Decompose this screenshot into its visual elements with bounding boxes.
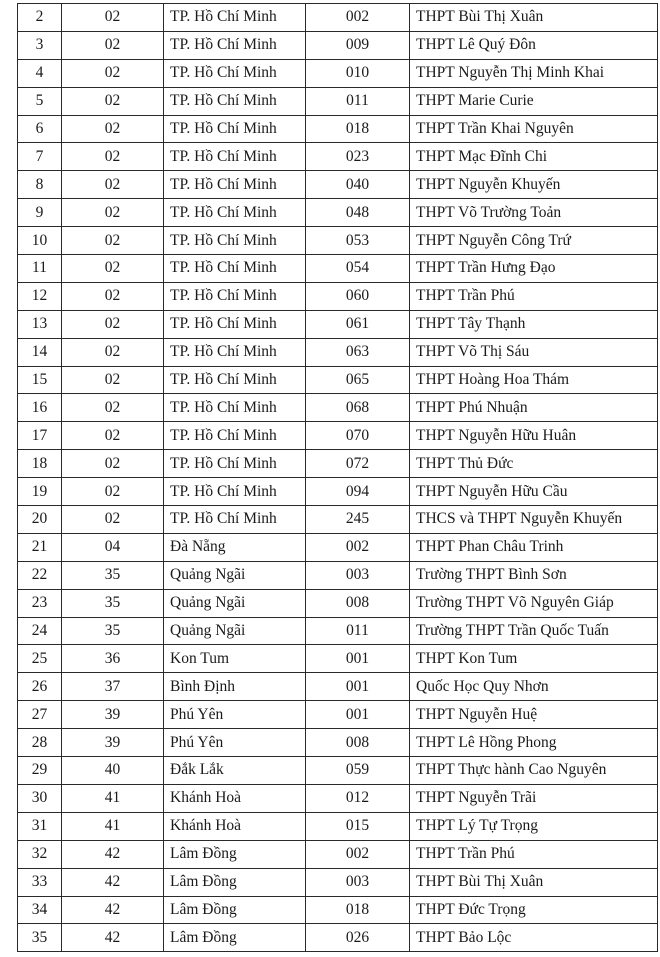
table-row (18, 868, 658, 896)
province-name: Phú Yên (164, 729, 306, 757)
school-code: 068 (306, 394, 410, 422)
row-number: 22 (18, 561, 62, 589)
row-number: 29 (18, 757, 62, 785)
province-code: 02 (62, 282, 164, 310)
province-name: Đắk Lắk (164, 757, 306, 785)
school-code: 002 (306, 840, 410, 868)
province-name: TP. Hồ Chí Minh (164, 422, 306, 450)
table-row (18, 115, 658, 143)
school-name: THPT Bảo Lộc (410, 924, 658, 952)
province-code: 02 (62, 143, 164, 171)
province-code: 42 (62, 840, 164, 868)
row-number: 9 (18, 199, 62, 227)
row-number: 15 (18, 366, 62, 394)
province-name: TP. Hồ Chí Minh (164, 87, 306, 115)
province-code: 39 (62, 701, 164, 729)
school-name: THPT Trần Phú (410, 282, 658, 310)
table-row (18, 757, 658, 785)
school-name: THPT Bùi Thị Xuân (410, 868, 658, 896)
province-name: TP. Hồ Chí Minh (164, 310, 306, 338)
province-code: 04 (62, 533, 164, 561)
table-row (18, 784, 658, 812)
school-code: 065 (306, 366, 410, 394)
province-code: 02 (62, 366, 164, 394)
school-code: 001 (306, 673, 410, 701)
school-name: Trường THPT Võ Nguyên Giáp (410, 589, 658, 617)
school-name: THPT Nguyễn Hữu Cầu (410, 478, 658, 506)
province-name: Phú Yên (164, 701, 306, 729)
row-number: 32 (18, 840, 62, 868)
province-name: TP. Hồ Chí Minh (164, 227, 306, 255)
school-name: THPT Đức Trọng (410, 896, 658, 924)
row-number: 3 (18, 31, 62, 59)
school-name: THPT Nguyễn Công Trứ (410, 227, 658, 255)
table-row (18, 561, 658, 589)
province-name: Lâm Đồng (164, 924, 306, 952)
table-row (18, 227, 658, 255)
province-code: 02 (62, 59, 164, 87)
school-name: Trường THPT Trần Quốc Tuấn (410, 617, 658, 645)
province-code: 35 (62, 589, 164, 617)
table-row (18, 199, 658, 227)
row-number: 14 (18, 338, 62, 366)
province-code: 02 (62, 255, 164, 283)
school-name: THCS và THPT Nguyễn Khuyến (410, 506, 658, 534)
table-row (18, 338, 658, 366)
row-number: 12 (18, 282, 62, 310)
school-code: 061 (306, 310, 410, 338)
table-row (18, 617, 658, 645)
table-row (18, 450, 658, 478)
school-name: THPT Nguyễn Khuyến (410, 171, 658, 199)
province-name: TP. Hồ Chí Minh (164, 394, 306, 422)
school-code: 048 (306, 199, 410, 227)
row-number: 17 (18, 422, 62, 450)
province-code: 02 (62, 31, 164, 59)
province-name: TP. Hồ Chí Minh (164, 171, 306, 199)
province-code: 02 (62, 4, 164, 32)
province-name: TP. Hồ Chí Minh (164, 338, 306, 366)
row-number: 33 (18, 868, 62, 896)
province-name: TP. Hồ Chí Minh (164, 255, 306, 283)
table-row (18, 729, 658, 757)
table-row (18, 310, 658, 338)
province-code: 02 (62, 171, 164, 199)
row-number: 18 (18, 450, 62, 478)
school-code: 026 (306, 924, 410, 952)
row-number: 28 (18, 729, 62, 757)
school-name: THPT Marie Curie (410, 87, 658, 115)
school-name: THPT Trần Khai Nguyên (410, 115, 658, 143)
row-number: 25 (18, 645, 62, 673)
province-name: TP. Hồ Chí Minh (164, 4, 306, 32)
school-code: 012 (306, 784, 410, 812)
school-name: Quốc Học Quy Nhơn (410, 673, 658, 701)
table-row (18, 255, 658, 283)
province-name: Quảng Ngãi (164, 589, 306, 617)
row-number: 23 (18, 589, 62, 617)
school-code: 023 (306, 143, 410, 171)
school-name: THPT Thực hành Cao Nguyên (410, 757, 658, 785)
province-code: 02 (62, 478, 164, 506)
table-row (18, 394, 658, 422)
province-name: Quảng Ngãi (164, 561, 306, 589)
school-code: 002 (306, 4, 410, 32)
school-code: 054 (306, 255, 410, 283)
school-name: THPT Tây Thạnh (410, 310, 658, 338)
table-row (18, 87, 658, 115)
province-name: TP. Hồ Chí Minh (164, 199, 306, 227)
school-name: THPT Trần Hưng Đạo (410, 255, 658, 283)
school-code: 008 (306, 729, 410, 757)
school-code: 003 (306, 561, 410, 589)
school-code: 011 (306, 617, 410, 645)
province-code: 02 (62, 310, 164, 338)
province-code: 02 (62, 115, 164, 143)
school-code: 003 (306, 868, 410, 896)
school-name: THPT Bùi Thị Xuân (410, 4, 658, 32)
school-name: THPT Thủ Đức (410, 450, 658, 478)
school-name: THPT Hoàng Hoa Thám (410, 366, 658, 394)
province-name: TP. Hồ Chí Minh (164, 366, 306, 394)
province-code: 35 (62, 617, 164, 645)
province-name: TP. Hồ Chí Minh (164, 478, 306, 506)
province-code: 42 (62, 924, 164, 952)
province-code: 41 (62, 784, 164, 812)
province-name: TP. Hồ Chí Minh (164, 282, 306, 310)
row-number: 21 (18, 533, 62, 561)
school-code: 018 (306, 115, 410, 143)
province-name: Khánh Hoà (164, 784, 306, 812)
school-code: 053 (306, 227, 410, 255)
province-code: 42 (62, 896, 164, 924)
province-name: Lâm Đồng (164, 868, 306, 896)
province-name: Bình Định (164, 673, 306, 701)
table-row (18, 59, 658, 87)
province-code: 40 (62, 757, 164, 785)
row-number: 26 (18, 673, 62, 701)
table-row (18, 645, 658, 673)
school-code: 009 (306, 31, 410, 59)
school-code: 001 (306, 701, 410, 729)
row-number: 10 (18, 227, 62, 255)
school-code: 018 (306, 896, 410, 924)
row-number: 4 (18, 59, 62, 87)
school-code: 002 (306, 533, 410, 561)
school-name: THPT Lê Hồng Phong (410, 729, 658, 757)
row-number: 27 (18, 701, 62, 729)
school-name: THPT Lý Tự Trọng (410, 812, 658, 840)
table-row (18, 506, 658, 534)
school-name: Trường THPT Bình Sơn (410, 561, 658, 589)
province-name: Kon Tum (164, 645, 306, 673)
province-code: 02 (62, 422, 164, 450)
school-code: 060 (306, 282, 410, 310)
school-code: 011 (306, 87, 410, 115)
province-name: Quảng Ngãi (164, 617, 306, 645)
province-name: TP. Hồ Chí Minh (164, 143, 306, 171)
province-code: 37 (62, 673, 164, 701)
school-name: THPT Nguyễn Trãi (410, 784, 658, 812)
school-name: THPT Mạc Đĩnh Chi (410, 143, 658, 171)
province-code: 36 (62, 645, 164, 673)
table-row (18, 673, 658, 701)
row-number: 7 (18, 143, 62, 171)
school-code: 245 (306, 506, 410, 534)
province-name: Lâm Đồng (164, 896, 306, 924)
row-number: 30 (18, 784, 62, 812)
school-name: THPT Nguyễn Thị Minh Khai (410, 59, 658, 87)
row-number: 13 (18, 310, 62, 338)
province-code: 02 (62, 338, 164, 366)
table-row (18, 171, 658, 199)
school-name: THPT Võ Trường Toản (410, 199, 658, 227)
province-name: Lâm Đồng (164, 840, 306, 868)
table-row (18, 422, 658, 450)
row-number: 11 (18, 255, 62, 283)
province-code: 02 (62, 87, 164, 115)
row-number: 8 (18, 171, 62, 199)
row-number: 16 (18, 394, 62, 422)
school-name: THPT Nguyễn Huệ (410, 701, 658, 729)
table-row (18, 4, 658, 32)
table-row (18, 924, 658, 952)
school-name: THPT Kon Tum (410, 645, 658, 673)
schools-table (17, 3, 658, 952)
province-name: TP. Hồ Chí Minh (164, 59, 306, 87)
table-row (18, 143, 658, 171)
row-number: 6 (18, 115, 62, 143)
school-code: 008 (306, 589, 410, 617)
row-number: 24 (18, 617, 62, 645)
school-name: THPT Võ Thị Sáu (410, 338, 658, 366)
school-code: 094 (306, 478, 410, 506)
province-name: TP. Hồ Chí Minh (164, 31, 306, 59)
table-row (18, 812, 658, 840)
school-name: THPT Trần Phú (410, 840, 658, 868)
province-code: 02 (62, 199, 164, 227)
row-number: 35 (18, 924, 62, 952)
province-name: Đà Nẵng (164, 533, 306, 561)
province-name: TP. Hồ Chí Minh (164, 115, 306, 143)
table-row (18, 896, 658, 924)
table-row (18, 31, 658, 59)
province-name: TP. Hồ Chí Minh (164, 450, 306, 478)
school-code: 040 (306, 171, 410, 199)
table-row (18, 478, 658, 506)
province-name: Khánh Hoà (164, 812, 306, 840)
school-code: 015 (306, 812, 410, 840)
table-row (18, 282, 658, 310)
table-row (18, 366, 658, 394)
province-code: 42 (62, 868, 164, 896)
province-code: 02 (62, 450, 164, 478)
province-code: 41 (62, 812, 164, 840)
province-code: 35 (62, 561, 164, 589)
row-number: 5 (18, 87, 62, 115)
school-name: THPT Nguyễn Hữu Huân (410, 422, 658, 450)
province-code: 39 (62, 729, 164, 757)
row-number: 31 (18, 812, 62, 840)
province-name: TP. Hồ Chí Minh (164, 506, 306, 534)
school-code: 059 (306, 757, 410, 785)
school-code: 010 (306, 59, 410, 87)
school-code: 001 (306, 645, 410, 673)
province-code: 02 (62, 227, 164, 255)
school-code: 063 (306, 338, 410, 366)
row-number: 34 (18, 896, 62, 924)
school-code: 072 (306, 450, 410, 478)
table-row (18, 701, 658, 729)
row-number: 20 (18, 506, 62, 534)
school-code: 070 (306, 422, 410, 450)
school-name: THPT Phan Châu Trinh (410, 533, 658, 561)
table-row (18, 589, 658, 617)
row-number: 19 (18, 478, 62, 506)
table-row (18, 533, 658, 561)
school-name: THPT Lê Quý Đôn (410, 31, 658, 59)
province-code: 02 (62, 506, 164, 534)
school-name: THPT Phú Nhuận (410, 394, 658, 422)
row-number: 2 (18, 4, 62, 32)
province-code: 02 (62, 394, 164, 422)
table-row (18, 840, 658, 868)
